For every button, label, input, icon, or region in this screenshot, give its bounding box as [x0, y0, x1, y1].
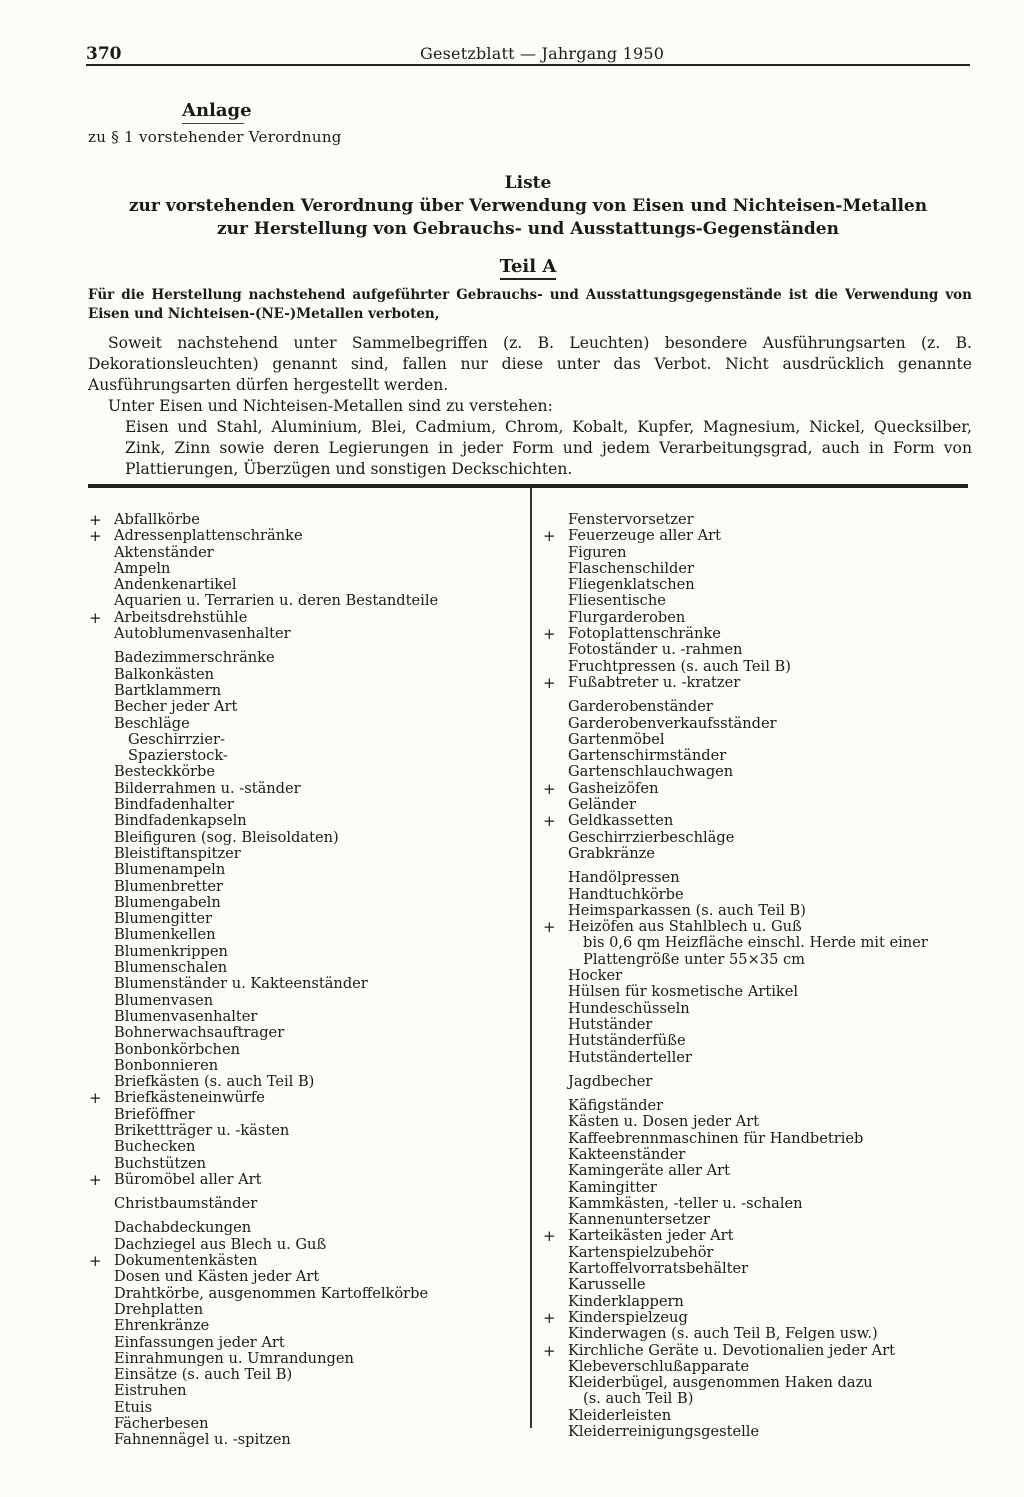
list-item-text: Karteikästen jeder Art: [568, 1227, 734, 1245]
list-item-text: Bonbonkörbchen: [114, 1040, 240, 1058]
list-item: [540, 1310, 970, 1326]
list-item-text: Bleistiftanspitzer: [114, 844, 241, 862]
left-item-column: [86, 512, 516, 1449]
list-item-text: Kleiderreinigungsgestelle: [568, 1423, 760, 1441]
list-item: [86, 610, 516, 626]
list-item: [540, 1180, 970, 1196]
list-item-text: Einsätze (s. auch Teil B): [114, 1366, 293, 1384]
list-item: [540, 1114, 970, 1130]
list-item-text: Beschläge: [114, 714, 190, 732]
list-item-text: Einrahmungen u. Umrandungen: [114, 1349, 354, 1367]
list-item-text: Drahtkörbe, ausgenommen Kartoffelkörbe: [114, 1284, 429, 1302]
list-item: [540, 748, 970, 764]
list-item: [540, 1245, 970, 1261]
list-title-line-2: zur vorstehenden Verordnung über Verwendung von Eisen und Nichteisen-Metallen: [128, 196, 928, 216]
list-item: [86, 1383, 516, 1399]
list-item-text: (s. auch Teil B): [583, 1390, 694, 1408]
list-item: [86, 1269, 516, 1285]
list-item: [86, 1318, 516, 1334]
list-item: [86, 650, 516, 666]
list-item: [86, 1367, 516, 1383]
list-item-text: Figuren: [568, 543, 627, 561]
list-item: [540, 732, 970, 748]
list-item-text: Flurgarderoben: [568, 608, 686, 626]
plus-marker-icon: +: [543, 1308, 556, 1327]
list-item-text: Bonbonnieren: [114, 1056, 219, 1074]
list-item: [540, 1294, 970, 1310]
list-item-text: Kleiderleisten: [568, 1406, 672, 1424]
list-item: [540, 1098, 970, 1114]
list-item-text: Blumengabeln: [114, 893, 221, 911]
list-item-text: Gartenschirmständer: [568, 747, 727, 765]
list-item-text: Blumenvasenhalter: [114, 1007, 258, 1025]
list-item: [86, 781, 516, 797]
plus-marker-icon: +: [543, 1341, 556, 1360]
plus-marker-icon: +: [543, 812, 556, 831]
plus-marker-icon: +: [89, 511, 102, 529]
list-item: [86, 1009, 516, 1025]
list-item-text: Ampeln: [114, 559, 171, 577]
list-item: [540, 830, 970, 846]
list-item: [86, 1400, 516, 1416]
list-item-text: Kakteenständer: [568, 1145, 686, 1163]
list-item: [86, 683, 516, 699]
list-title: [86, 172, 970, 241]
list-item: [540, 561, 970, 577]
right-item-column: [540, 512, 970, 1440]
list-item-text: Plattengröße unter 55×35 cm: [583, 950, 806, 968]
list-item-text: Kamingeräte aller Art: [568, 1162, 730, 1180]
list-item-text: Blumenschalen: [114, 959, 228, 977]
list-item: [86, 1432, 516, 1448]
section-rule: [88, 484, 968, 488]
list-item: [540, 577, 970, 593]
list-item: [540, 935, 970, 951]
anlage-title: Anlage: [182, 100, 252, 121]
list-item: [86, 1074, 516, 1090]
list-item-text: Blumenständer u. Kakteenständer: [114, 975, 368, 993]
list-item: [540, 781, 970, 797]
list-item-text: Grabkränze: [568, 844, 655, 862]
list-item-text: Fächerbesen: [114, 1415, 209, 1433]
list-item: [540, 1277, 970, 1293]
list-item-text: Fruchtpressen (s. auch Teil B): [568, 657, 791, 675]
list-item: [86, 699, 516, 715]
column-divider: [530, 488, 532, 1428]
list-item: [540, 797, 970, 813]
list-item-text: Badezimmerschränke: [114, 649, 275, 667]
list-item: [540, 1163, 970, 1179]
page-header: [86, 40, 970, 66]
list-item-text: Heimsparkassen (s. auch Teil B): [568, 901, 806, 919]
list-item: [540, 984, 970, 1000]
list-item: [86, 748, 516, 764]
list-item: [86, 813, 516, 829]
list-item-text: Bohnerwachsauftrager: [114, 1024, 285, 1042]
list-item: [540, 528, 970, 544]
page-number: 370: [86, 44, 122, 64]
list-item: [540, 1261, 970, 1277]
list-item-text: Feuerzeuge aller Art: [568, 527, 721, 545]
list-item: [86, 879, 516, 895]
list-item-text: Blumenbretter: [114, 877, 223, 895]
list-item-text: Blumenvasen: [114, 991, 214, 1009]
list-item: [86, 1139, 516, 1155]
list-item: [540, 1359, 970, 1375]
list-item-text: Gasheizöfen: [568, 779, 659, 797]
list-item: [86, 862, 516, 878]
list-item-text: Kammkästen, -teller u. -schalen: [568, 1194, 803, 1212]
list-item: [540, 903, 970, 919]
list-item: [86, 1196, 516, 1212]
list-item: [86, 1123, 516, 1139]
plus-marker-icon: +: [543, 527, 556, 546]
list-item: [540, 593, 970, 609]
list-item-text: Büromöbel aller Art: [114, 1170, 262, 1188]
list-item: [86, 593, 516, 609]
list-item-text: Spazierstock-: [128, 747, 228, 765]
list-item: [540, 626, 970, 642]
list-item: [540, 642, 970, 658]
list-item-text: Flaschenschilder: [568, 559, 694, 577]
anlage-underline: [182, 123, 244, 124]
list-item: [540, 1424, 970, 1440]
list-item-text: Bleifiguren (sog. Bleisoldaten): [114, 828, 339, 846]
list-item-text: Kinderwagen (s. auch Teil B, Felgen usw.): [568, 1325, 878, 1343]
list-item-text: Drehplatten: [114, 1300, 204, 1318]
list-item: [86, 1172, 516, 1188]
list-item: [540, 968, 970, 984]
list-item-text: Aquarien u. Terrarien u. deren Bestandteile: [114, 592, 439, 610]
list-item-text: Briefkästeneinwürfe: [114, 1089, 265, 1107]
list-item-text: Abfallkörbe: [114, 511, 200, 528]
list-item: [86, 626, 516, 642]
list-item: [540, 1343, 970, 1359]
list-item-text: Karusselle: [568, 1276, 646, 1294]
list-item: [540, 1326, 970, 1342]
list-item: [86, 561, 516, 577]
list-item: [86, 1042, 516, 1058]
list-item: [86, 1058, 516, 1074]
list-item: [86, 1416, 516, 1432]
list-item-text: Aktenständer: [114, 543, 214, 561]
list-item-text: Gartenmöbel: [568, 730, 665, 748]
plus-marker-icon: +: [89, 608, 102, 627]
list-item-text: Garderobenständer: [568, 698, 713, 716]
list-item-text: Fotoplattenschränke: [568, 625, 721, 643]
list-item: [540, 610, 970, 626]
list-item: [86, 1351, 516, 1367]
list-item-text: Hutständerfüße: [568, 1032, 686, 1050]
list-item: [540, 716, 970, 732]
list-item-text: Brieföffner: [114, 1105, 195, 1123]
plus-marker-icon: +: [89, 1170, 102, 1189]
list-item: [86, 911, 516, 927]
list-item-text: Blumengitter: [114, 910, 213, 928]
list-item-text: Einfassungen jeder Art: [114, 1333, 285, 1351]
list-item-text: Hutständer: [568, 1015, 653, 1033]
list-item: [540, 1017, 970, 1033]
plus-marker-icon: +: [543, 1227, 556, 1246]
list-item-text: Jagdbecher: [568, 1072, 653, 1090]
list-item-text: Briefkästen (s. auch Teil B): [114, 1073, 315, 1091]
list-item: [86, 944, 516, 960]
list-item: [540, 1033, 970, 1049]
list-item-text: Besteckkörbe: [114, 763, 215, 781]
list-item: [86, 1302, 516, 1318]
list-item-text: Fahnennägel u. -spitzen: [114, 1431, 291, 1449]
list-item: [540, 1147, 970, 1163]
list-item-text: Dosen und Kästen jeder Art: [114, 1268, 320, 1286]
list-item: [540, 1196, 970, 1212]
list-item: [86, 1156, 516, 1172]
list-item-text: Hutständerteller: [568, 1048, 692, 1066]
list-item-text: Eistruhen: [114, 1382, 187, 1400]
list-title-line-1: Liste: [504, 173, 552, 193]
list-item-text: bis 0,6 qm Heizfläche einschl. Herde mit einer: [583, 934, 928, 952]
plus-marker-icon: +: [543, 625, 556, 644]
list-item-text: Andenkenartikel: [114, 576, 237, 594]
list-item: [86, 927, 516, 943]
list-item-text: Blumenkrippen: [114, 942, 228, 960]
paragraph-collective-terms: [88, 333, 972, 396]
list-item-text: Kästen u. Dosen jeder Art: [568, 1113, 760, 1131]
list-item-text: Brikettträger u. -kästen: [114, 1121, 290, 1139]
list-item-text: Christbaumständer: [114, 1195, 258, 1213]
list-item: [86, 1090, 516, 1106]
list-item-text: Kirchliche Geräte u. Devotionalien jeder Art: [568, 1341, 896, 1359]
list-item-text: Adressenplattenschränke: [114, 527, 303, 545]
list-item-text: Etuis: [114, 1398, 153, 1416]
list-item-text: Geschirrzier-: [128, 730, 225, 748]
list-item-text: Geländer: [568, 796, 637, 814]
intro-statement: Für die Herstellung nachstehend aufgeführter Gebrauchs- und Ausstattungsgegenstände ist die Verwendung von Eisen und Nichteisen-(NE-)Metallen verboten,: [88, 287, 972, 322]
list-item: [540, 887, 970, 903]
list-item: [86, 528, 516, 544]
list-item: [86, 1335, 516, 1351]
anlage-subtitle: zu § 1 vorstehender Verordnung: [88, 128, 342, 146]
list-item-text: Arbeitsdrehstühle: [114, 608, 248, 626]
list-item-text: Dachabdeckungen: [114, 1219, 252, 1237]
list-item: [86, 667, 516, 683]
paragraph-1-text: Soweit nachstehend unter Sammelbegriffen (z. B. Leuchten) besondere Ausführungsarten (z. B. Dekorationsleuchten) genannt sind, fallen nur diese unter das Verbot. Nicht ausdrücklich genannte Ausführungsarten dürfen hergestellt werden.: [88, 334, 972, 394]
paragraph-2-body: Eisen und Stahl, Aluminium, Blei, Cadmium, Chrom, Kobalt, Kupfer, Magnesium, Nickel, Quecksilber, Zink, Zinn sowie deren Legierungen in jeder Form und jedem Verarbeitungsgrad, auch in Form von Plattierungen, Überzügen und sonstigen Deckschichten.: [125, 418, 972, 478]
plus-marker-icon: +: [543, 918, 556, 937]
list-item: [86, 577, 516, 593]
list-item: [540, 764, 970, 780]
list-item-text: Fußabtreter u. -kratzer: [568, 673, 741, 691]
list-item-text: Hülsen für kosmetische Artikel: [568, 983, 799, 1001]
plus-marker-icon: +: [89, 527, 102, 546]
list-item: [540, 545, 970, 561]
list-item-text: Kinderklappern: [568, 1292, 684, 1310]
list-item-text: Bindfadenhalter: [114, 796, 234, 814]
plus-marker-icon: +: [543, 673, 556, 692]
list-item: [86, 1220, 516, 1236]
list-item-text: Bindfadenkapseln: [114, 812, 247, 830]
list-item-text: Buchecken: [114, 1138, 196, 1156]
list-item: [540, 1408, 970, 1424]
list-item-text: Heizöfen aus Stahlblech u. Guß: [568, 918, 802, 936]
list-item-text: Gartenschlauchwagen: [568, 763, 734, 781]
list-item: [540, 1228, 970, 1244]
list-item: [86, 830, 516, 846]
list-item-text: Dokumentenkästen: [114, 1252, 258, 1270]
list-item-text: Käfigständer: [568, 1097, 664, 1115]
list-item: [86, 764, 516, 780]
teil-a-label: Teil A: [500, 256, 557, 280]
list-item: [86, 545, 516, 561]
list-item: [540, 952, 970, 968]
list-item-text: Fliegenklatschen: [568, 576, 695, 594]
section-heading-teil-a: [86, 256, 970, 277]
list-item: [540, 1131, 970, 1147]
list-item: [86, 976, 516, 992]
list-item-text: Fliesentische: [568, 592, 666, 610]
list-item: [540, 1391, 970, 1407]
list-item-text: Buchstützen: [114, 1154, 207, 1172]
header-rule: [86, 64, 970, 66]
list-item-text: Kannenuntersetzer: [568, 1211, 711, 1229]
list-item: [86, 716, 516, 732]
list-item-text: Fotoständer u. -rahmen: [568, 641, 743, 659]
list-item-text: Handtuchkörbe: [568, 885, 684, 903]
list-item: [86, 512, 516, 528]
list-item-text: Hocker: [568, 967, 623, 985]
list-item-text: Autoblumenvasenhalter: [114, 625, 291, 643]
list-item-text: Kinderspielzeug: [568, 1308, 688, 1326]
list-item-text: Kaffeebrennmaschinen für Handbetrieb: [568, 1129, 864, 1147]
list-item-text: Handölpressen: [568, 869, 680, 887]
plus-marker-icon: +: [89, 1089, 102, 1108]
plus-marker-icon: +: [543, 779, 556, 798]
list-item-text: Geldkassetten: [568, 812, 674, 830]
list-item: [540, 699, 970, 715]
list-item: [540, 1050, 970, 1066]
list-item-text: Blumenkellen: [114, 926, 216, 944]
list-item: [540, 1074, 970, 1090]
list-item-text: Klebeverschlußapparate: [568, 1357, 750, 1375]
list-item-text: Ehrenkränze: [114, 1317, 210, 1335]
paragraph-2-lead: Unter Eisen und Nichteisen-Metallen sind zu verstehen:: [108, 397, 553, 415]
list-item-text: Bilderrahmen u. -ständer: [114, 779, 301, 797]
list-item-text: Kartoffelvorratsbehälter: [568, 1260, 749, 1278]
list-item: [86, 1025, 516, 1041]
running-title: Gesetzblatt — Jahrgang 1950: [420, 44, 665, 63]
list-item: [540, 1212, 970, 1228]
list-item-text: Hundeschüsseln: [568, 999, 690, 1017]
list-item: [86, 960, 516, 976]
list-item: [540, 659, 970, 675]
list-item: [86, 732, 516, 748]
list-item: [86, 1237, 516, 1253]
list-item-text: Kartenspielzubehör: [568, 1243, 714, 1261]
list-item-text: Dachziegel aus Blech u. Guß: [114, 1235, 327, 1253]
list-item: [540, 919, 970, 935]
list-item: [86, 1253, 516, 1269]
list-item: [86, 797, 516, 813]
plus-marker-icon: +: [89, 1252, 102, 1271]
paragraph-metals-definition: [88, 396, 972, 480]
list-item: [86, 895, 516, 911]
list-item-text: Becher jeder Art: [114, 698, 238, 716]
list-item: [540, 512, 970, 528]
list-item: [540, 846, 970, 862]
list-item: [540, 870, 970, 886]
list-item-text: Balkonkästen: [114, 665, 215, 683]
list-item: [86, 1107, 516, 1123]
list-item-text: Geschirrzierbeschläge: [568, 828, 735, 846]
list-item-text: Kleiderbügel, ausgenommen Haken dazu: [568, 1374, 873, 1392]
list-item: [540, 675, 970, 691]
list-item-text: Fenstervorsetzer: [568, 511, 694, 528]
list-title-line-3: zur Herstellung von Gebrauchs- und Ausstattungs-Gegenständen: [217, 219, 839, 239]
list-item-text: Kamingitter: [568, 1178, 657, 1196]
list-item: [86, 846, 516, 862]
list-item-text: Blumenampeln: [114, 861, 226, 879]
list-item: [540, 1001, 970, 1017]
list-item: [540, 813, 970, 829]
list-item: [86, 1286, 516, 1302]
list-item-text: Garderobenverkaufsständer: [568, 714, 777, 732]
list-item-text: Bartklammern: [114, 681, 222, 699]
list-item: [540, 1375, 970, 1391]
list-item: [86, 993, 516, 1009]
